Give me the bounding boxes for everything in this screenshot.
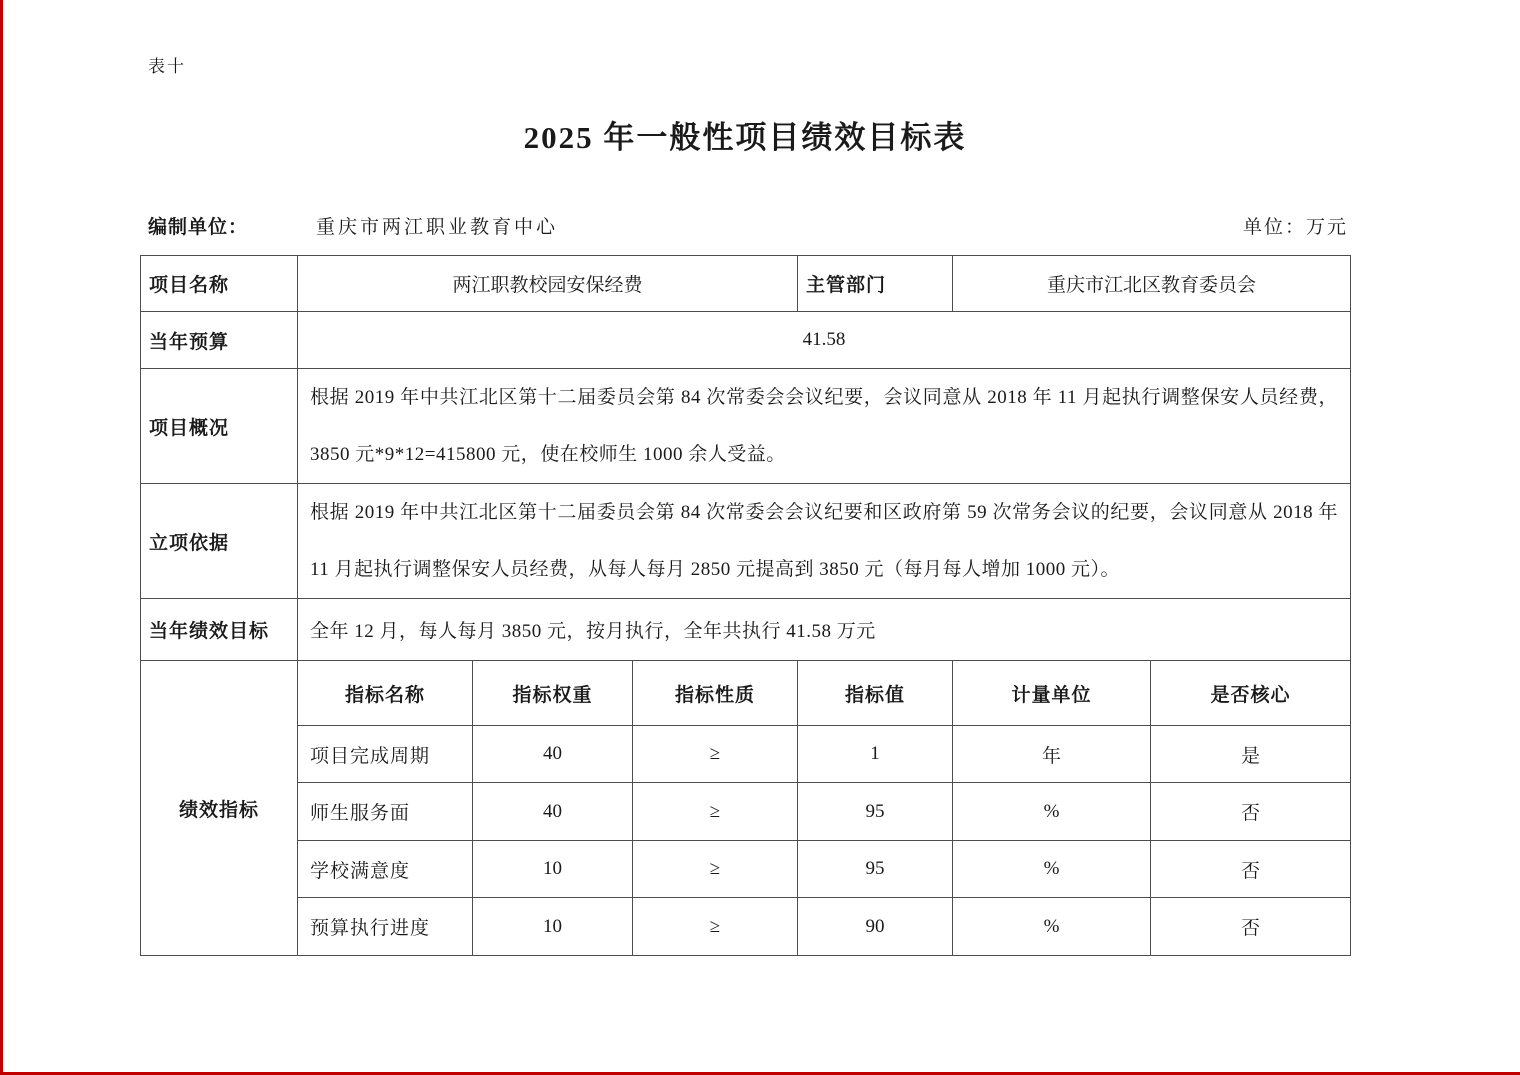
indicator-weight: 10 [473, 841, 633, 898]
indicator-weight: 40 [473, 726, 633, 783]
indicator-value: 95 [798, 841, 953, 898]
table-number-label: 表十 [148, 57, 186, 76]
project-name-label: 项目名称 [141, 256, 298, 312]
table-row [141, 369, 1351, 484]
indicator-name: 师生服务面 [298, 783, 473, 841]
indicator-header-weight: 指标权重 [473, 661, 633, 726]
prepared-by-row [148, 212, 1348, 239]
indicator-unit: 年 [953, 726, 1151, 783]
page-title: 2025 年一般性项目绩效目标表 [523, 120, 967, 155]
overview-label: 项目概况 [141, 369, 298, 484]
basis-text: 根据 2019 年中共江北区第十二届委员会第 84 次常委会会议纪要和区政府第 59 次常务会议的纪要，会议同意从 2018 年 11 月起执行调整保安人员经费，从每人每月 2850 元提高到 3850 元（每月每人增加 1000 元）。 [298, 484, 1351, 599]
indicator-core: 是 [1151, 726, 1351, 783]
table-row [141, 312, 1351, 369]
table-row [141, 599, 1351, 661]
indicator-weight: 40 [473, 783, 633, 841]
indicator-value: 1 [798, 726, 953, 783]
dept-value: 重庆市江北区教育委员会 [953, 256, 1351, 312]
performance-target-table [140, 255, 1351, 956]
annual-target-text: 全年 12 月，每人每月 3850 元，按月执行，全年共执行 41.58 万元 [298, 599, 1351, 661]
indicator-row [141, 726, 1351, 783]
performance-indicators-label: 绩效指标 [141, 661, 298, 956]
indicator-header-unit: 计量单位 [953, 661, 1151, 726]
budget-value: 41.58 [298, 312, 1351, 369]
indicator-unit: % [953, 841, 1151, 898]
indicator-header-value: 指标值 [798, 661, 953, 726]
indicator-nature: ≥ [633, 783, 798, 841]
indicator-header-name: 指标名称 [298, 661, 473, 726]
indicator-core: 否 [1151, 783, 1351, 841]
indicator-header-nature: 指标性质 [633, 661, 798, 726]
indicator-row [141, 783, 1351, 841]
indicator-core: 否 [1151, 841, 1351, 898]
indicator-row [141, 898, 1351, 956]
indicator-core: 否 [1151, 898, 1351, 956]
prepared-by-label: 编制单位： [148, 217, 249, 238]
indicator-header-row [141, 661, 1351, 726]
unit-label: 单位：万元 [1242, 217, 1348, 238]
indicator-nature: ≥ [633, 841, 798, 898]
indicator-value: 90 [798, 898, 953, 956]
page-edge-line-left [0, 0, 3, 1075]
indicator-unit: % [953, 783, 1151, 841]
budget-label: 当年预算 [141, 312, 298, 369]
indicator-header-core: 是否核心 [1151, 661, 1351, 726]
table-row [141, 256, 1351, 312]
indicator-name: 学校满意度 [298, 841, 473, 898]
indicator-row [141, 841, 1351, 898]
overview-text: 根据 2019 年中共江北区第十二届委员会第 84 次常委会会议纪要，会议同意从 2018 年 11 月起执行调整保安人员经费，3850 元*9*12=415800 元，使在校师生 1000 余人受益。 [298, 369, 1351, 484]
dept-label: 主管部门 [798, 256, 953, 312]
indicator-value: 95 [798, 783, 953, 841]
indicator-weight: 10 [473, 898, 633, 956]
annual-target-label: 当年绩效目标 [141, 599, 298, 661]
prepared-by-value: 重庆市两江职业教育中心 [316, 217, 559, 238]
indicator-nature: ≥ [633, 898, 798, 956]
indicator-name: 预算执行进度 [298, 898, 473, 956]
indicator-unit: % [953, 898, 1151, 956]
table-row [141, 484, 1351, 599]
indicator-nature: ≥ [633, 726, 798, 783]
project-name-value: 两江职教校园安保经费 [298, 256, 798, 312]
basis-label: 立项依据 [141, 484, 298, 599]
indicator-name: 项目完成周期 [298, 726, 473, 783]
